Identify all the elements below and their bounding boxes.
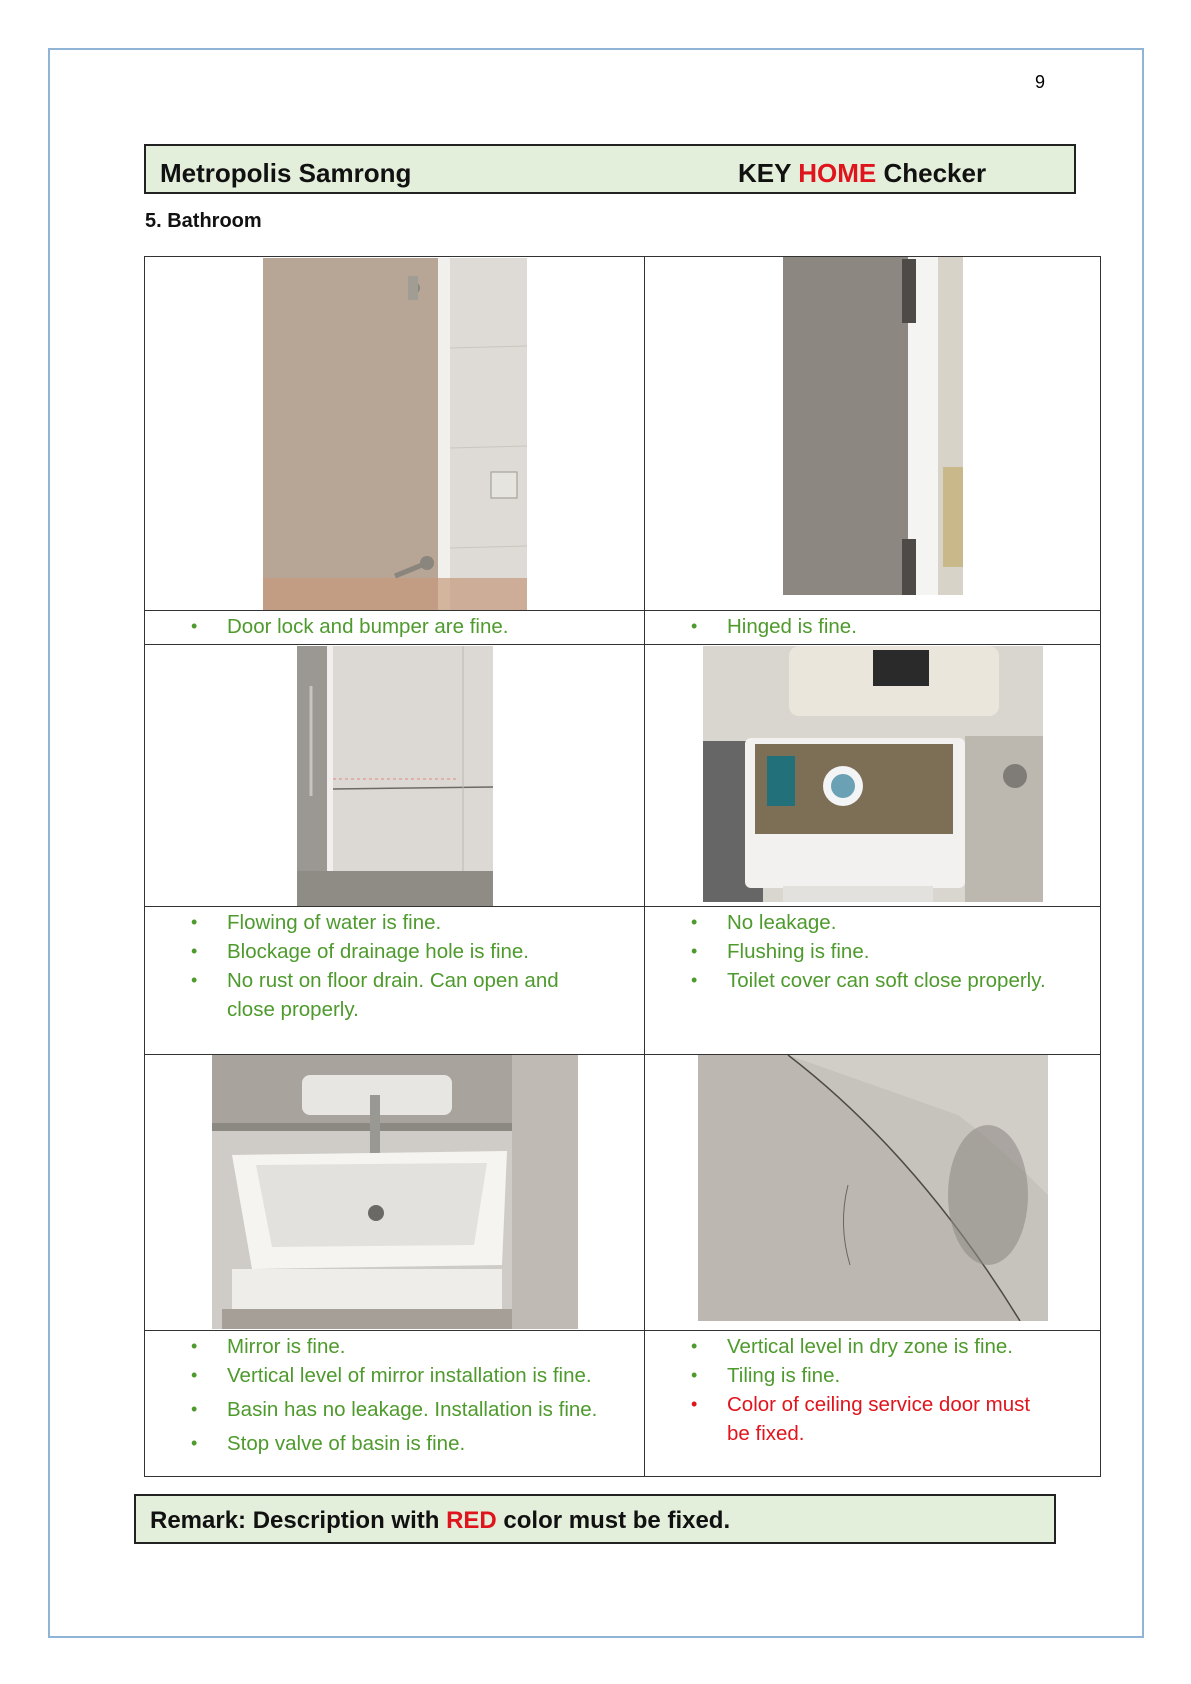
check-item: • Mirror is fine.	[145, 1332, 644, 1361]
remark-prefix: Remark: Description with	[150, 1507, 440, 1534]
bathroom-door-photo	[263, 258, 527, 610]
checklist-cell	[645, 611, 1101, 645]
remark-text	[150, 1507, 730, 1535]
remark-highlight: RED	[446, 1507, 497, 1534]
remark-box	[134, 1494, 1056, 1544]
photo-cell	[145, 257, 645, 611]
project-name: Metropolis Samrong	[160, 158, 412, 188]
ceiling-service-door-photo	[698, 1055, 1048, 1321]
checklist-cell	[145, 611, 645, 645]
check-item: • No rust on floor drain. Can open and close properly.	[145, 966, 573, 1024]
photo-cell	[645, 257, 1101, 611]
checklist-cell	[645, 907, 1101, 1055]
brand-prefix: KEY	[738, 158, 791, 188]
check-item: • Vertical level in dry zone is fine.	[645, 1332, 1100, 1361]
check-item: • Flowing of water is fine.	[145, 908, 644, 937]
check-item: • Flushing is fine.	[645, 937, 1100, 966]
brand-suffix: Checker	[883, 158, 987, 188]
section-title: 5. Bathroom	[145, 210, 262, 232]
check-item-fix: • Color of ceiling service door must be fixed.	[645, 1390, 1053, 1448]
door-hinge-photo	[783, 257, 963, 595]
check-item: • Basin has no leakage. Installation is fine.	[145, 1395, 644, 1424]
checklist-cell	[645, 1331, 1101, 1477]
check-item: • Vertical level of mirror installation is fine.	[145, 1361, 644, 1390]
check-item: • Blockage of drainage hole is fine.	[145, 937, 644, 966]
check-item: • Tiling is fine.	[645, 1361, 1100, 1390]
inspection-table	[144, 256, 1101, 1477]
check-item: • Toilet cover can soft close properly.	[645, 966, 1100, 995]
photo-cell	[645, 645, 1101, 907]
check-item: • Door lock and bumper are fine.	[145, 612, 644, 641]
checklist-cell	[145, 1331, 645, 1477]
remark-suffix: color must be fixed.	[503, 1507, 731, 1534]
check-item: • No leakage.	[645, 908, 1100, 937]
basin-mirror-photo	[212, 1055, 578, 1329]
brand-title	[738, 158, 986, 189]
toilet-tank-photo	[703, 646, 1043, 902]
check-item: • Stop valve of basin is fine.	[145, 1429, 644, 1458]
check-item: • Hinged is fine.	[645, 612, 1100, 641]
report-header	[144, 144, 1076, 194]
photo-cell	[145, 1055, 645, 1331]
photo-cell	[645, 1055, 1101, 1331]
checklist-cell	[145, 907, 645, 1055]
page-number: 9	[1035, 72, 1046, 92]
shower-area-photo	[297, 646, 493, 906]
photo-cell	[145, 645, 645, 907]
brand-highlight: HOME	[798, 158, 877, 188]
